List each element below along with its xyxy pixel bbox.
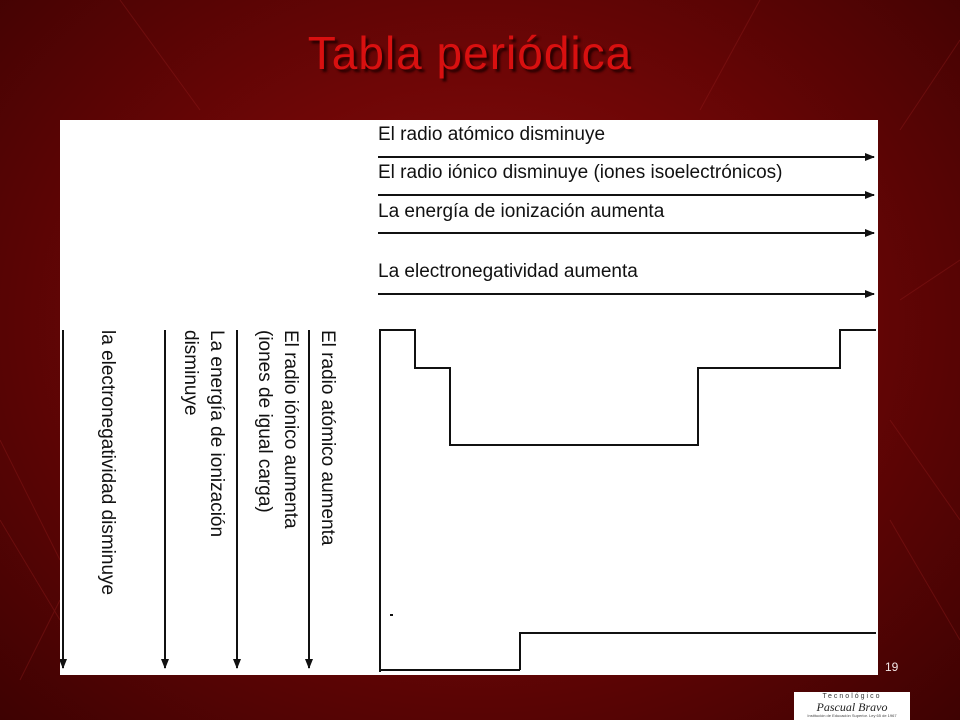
trend-atomic-radius-decreases: El radio atómico disminuye — [378, 124, 606, 145]
periodic-table-outline — [380, 330, 876, 672]
periodic-table-actinides-step — [520, 633, 876, 670]
trend-ionization-energy-decreases-line1: La energía de ionización — [206, 330, 227, 538]
trend-ionization-energy-decreases-line2: disminuye — [180, 330, 201, 416]
trend-ionic-radius-increases: El radio iónico aumenta — [280, 330, 301, 529]
trend-ionic-radius-decreases: El radio iónico disminuye (iones isoelectrónicos) — [378, 162, 783, 183]
logo-line-2: Pascual Bravo — [816, 700, 888, 714]
trend-ionic-radius-note: (iones de igual carga) — [254, 330, 275, 513]
institution-logo — [794, 692, 910, 720]
logo-line-3: Institución de Educación Superior. Ley 65 de 1967 — [807, 713, 897, 718]
slide-number: 19 — [885, 660, 899, 674]
trend-atomic-radius-increases: El radio atómico aumenta — [317, 330, 338, 546]
trend-electronegativity-increases: La electronegatividad aumenta — [378, 261, 638, 282]
trend-electronegativity-decreases: la electronegatividad disminuye — [97, 330, 118, 596]
periodic-trends-diagram — [60, 120, 878, 675]
trend-ionization-energy-increases: La energía de ionización aumenta — [378, 201, 665, 222]
slide-title: Tabla periódica — [307, 27, 633, 79]
logo-line-1: Tecnológico — [822, 693, 882, 700]
